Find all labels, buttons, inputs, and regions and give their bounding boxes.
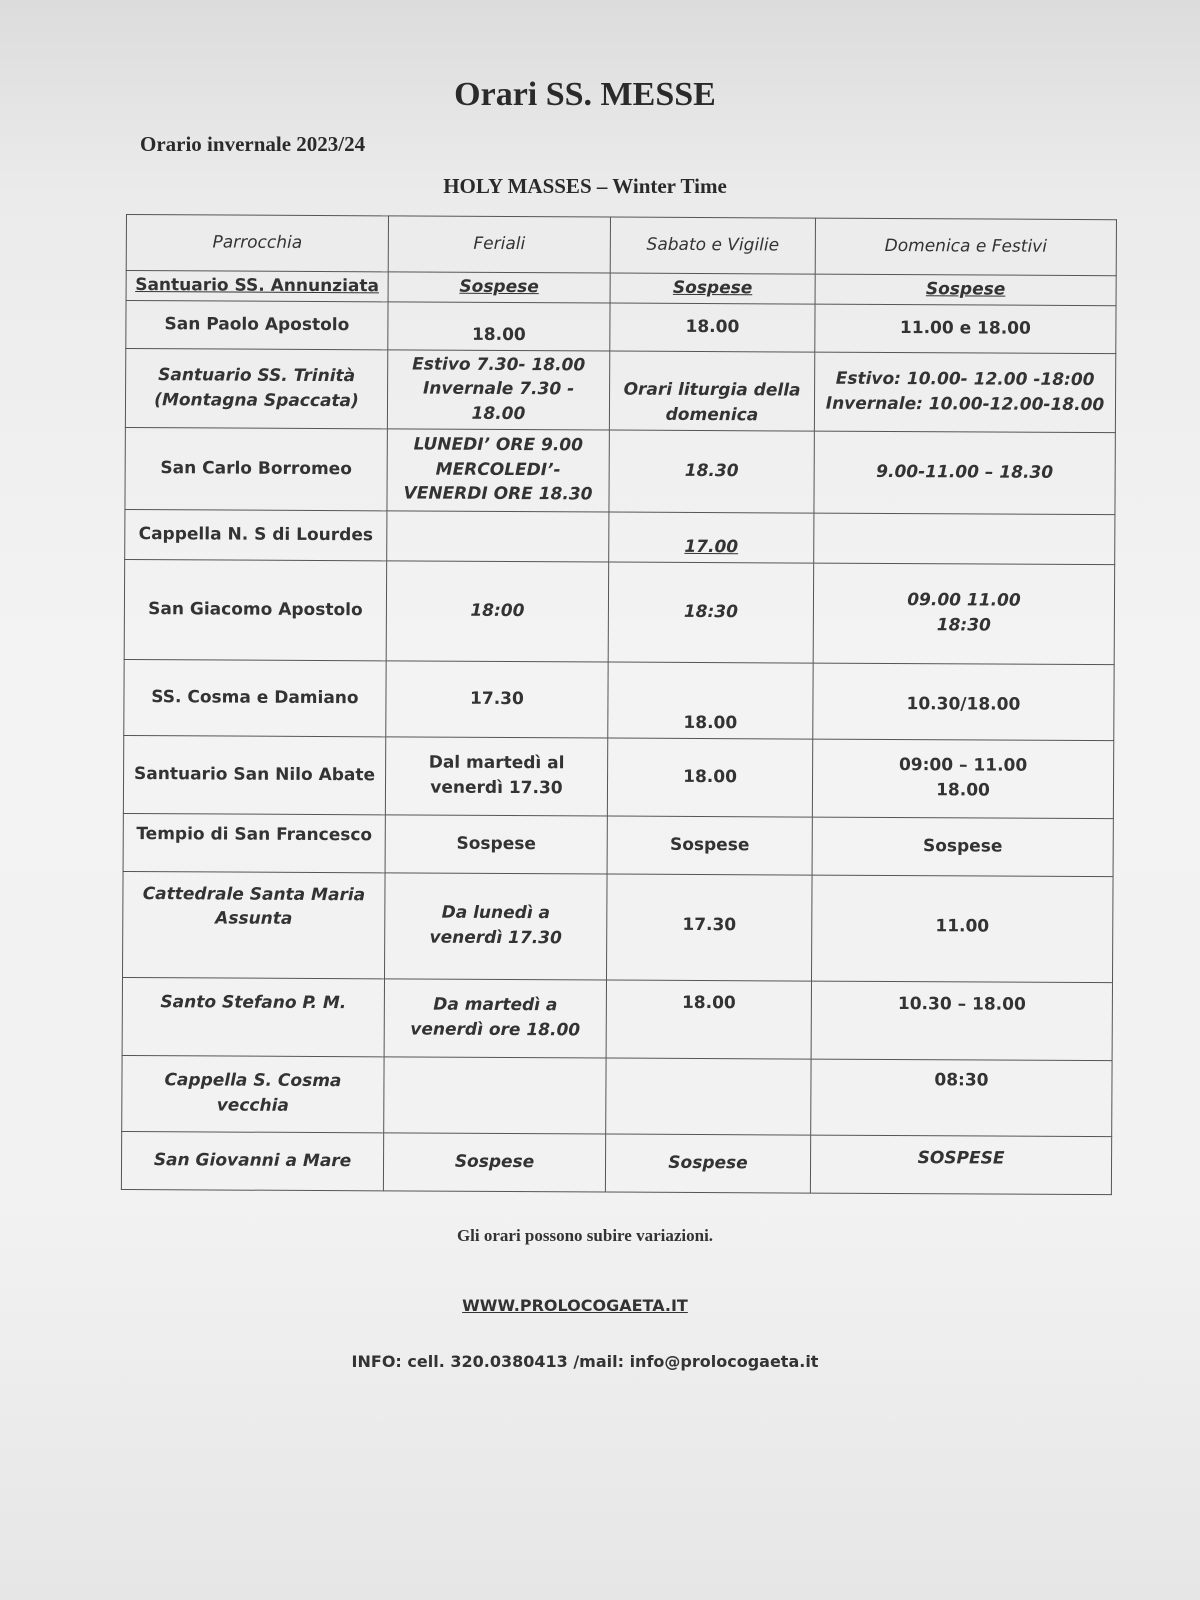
sabato-cell: 17.30 [606, 874, 812, 981]
domenica-cell: 11.00 e 18.00 [815, 304, 1116, 354]
domenica-cell: 9.00-11.00 – 18.30 [814, 431, 1115, 515]
sabato-cell: 18.00 [606, 980, 811, 1059]
church-name: San Paolo Apostolo [126, 300, 388, 349]
sabato-cell: Sospese [605, 1134, 810, 1193]
table-header-row [126, 215, 1116, 276]
table-row [122, 1055, 1112, 1136]
contact-info: INFO: cell. 320.0380413 /mail: info@prolocogaeta.it [351, 1352, 819, 1371]
feriali-cell [384, 1056, 606, 1133]
table-row [124, 659, 1114, 740]
domenica-cell: 09.00 11.00 18:30 [813, 563, 1115, 665]
table-row [123, 813, 1113, 876]
table-row [123, 871, 1114, 982]
church-name: Santuario SS. Trinità (Montagna Spaccata) [125, 348, 387, 428]
church-name: Cattedrale Santa Maria Assunta [123, 871, 386, 978]
sabato-cell: Sospese [610, 273, 815, 304]
domenica-cell: Sospese [812, 817, 1113, 877]
schedule-subtitle: Orario invernale 2023/24 [140, 132, 366, 156]
page-title: Orari SS. MESSE [454, 76, 716, 113]
website-link[interactable]: WWW.PROLOCOGAETA.IT [462, 1296, 688, 1315]
domenica-cell: Sospese [815, 274, 1116, 305]
church-name: Santuario SS. Annunziata [126, 271, 388, 302]
church-name: Santo Stefano P. M. [122, 977, 384, 1056]
feriali-cell: Sospese [385, 814, 607, 873]
sabato-cell: 18.00 [607, 738, 812, 817]
table-row [125, 509, 1115, 564]
sabato-cell [606, 1058, 811, 1135]
domenica-cell [814, 513, 1115, 565]
sabato-cell: 18:30 [608, 562, 814, 663]
header-parrocchia: Parrocchia [126, 215, 388, 272]
feriali-cell: 17.30 [386, 660, 608, 737]
church-name: Santuario San Nilo Abate [123, 735, 385, 814]
english-title: HOLY MASSES – Winter Time [443, 174, 727, 198]
domenica-cell: 09:00 – 11.00 18.00 [812, 739, 1113, 819]
domenica-cell: 08:30 [811, 1059, 1112, 1137]
header-feriali: Feriali [388, 216, 610, 273]
feriali-cell: Da martedì a venerdì ore 18.00 [384, 978, 606, 1057]
church-name: San Giovanni a Mare [121, 1131, 383, 1190]
sabato-cell: 18.00 [608, 662, 813, 739]
domenica-cell: 11.00 [811, 875, 1113, 983]
church-name: San Carlo Borromeo [125, 427, 387, 510]
church-name: Cappella S. Cosma vecchia [122, 1055, 384, 1132]
feriali-cell: 18.00 [388, 302, 610, 351]
domenica-cell: SOSPESE [810, 1135, 1111, 1195]
sabato-cell: 18.30 [609, 430, 814, 513]
church-name: Cappella N. S di Lourdes [125, 509, 387, 560]
sabato-cell: Sospese [607, 816, 812, 875]
feriali-cell: Sospese [383, 1132, 605, 1191]
mass-schedule-table [121, 214, 1117, 1195]
feriali-cell: Estivo 7.30- 18.00 Invernale 7.30 - 18.00 [387, 350, 609, 430]
feriali-cell: Da lunedì a venerdì 17.30 [385, 872, 608, 979]
domenica-cell: 10.30 – 18.00 [811, 981, 1112, 1061]
feriali-cell [387, 510, 609, 561]
header-sabato: Sabato e Vigilie [610, 217, 815, 274]
feriali-cell: Sospese [388, 272, 610, 303]
church-name: Tempio di San Francesco [123, 813, 385, 872]
domenica-cell: 10.30/18.00 [813, 663, 1114, 741]
feriali-cell: Dal martedì al venerdì 17.30 [385, 736, 607, 815]
domenica-cell: Estivo: 10.00- 12.00 -18:00 Invernale: 10.00-12.00-18.00 [814, 352, 1115, 432]
sabato-cell: 17.00 [609, 512, 814, 563]
table-row [123, 735, 1113, 818]
church-name: SS. Cosma e Damiano [124, 659, 386, 736]
table-row [125, 348, 1115, 432]
sabato-cell: 18.00 [610, 303, 815, 352]
header-domenica: Domenica e Festivi [815, 218, 1116, 276]
church-name: San Giacomo Apostolo [124, 559, 387, 660]
table-row [124, 559, 1115, 664]
table-row [125, 427, 1115, 514]
variation-note: Gli orari possono subire variazioni. [456, 1226, 714, 1245]
table-row [121, 1131, 1111, 1194]
feriali-cell: 18:00 [386, 560, 609, 661]
feriali-cell: LUNEDI’ ORE 9.00 MERCOLEDI’- VENERDI ORE 18.30 [387, 428, 609, 511]
table-row [126, 300, 1116, 353]
sabato-cell: Orari liturgia della domenica [609, 351, 814, 431]
table-row [122, 977, 1112, 1060]
